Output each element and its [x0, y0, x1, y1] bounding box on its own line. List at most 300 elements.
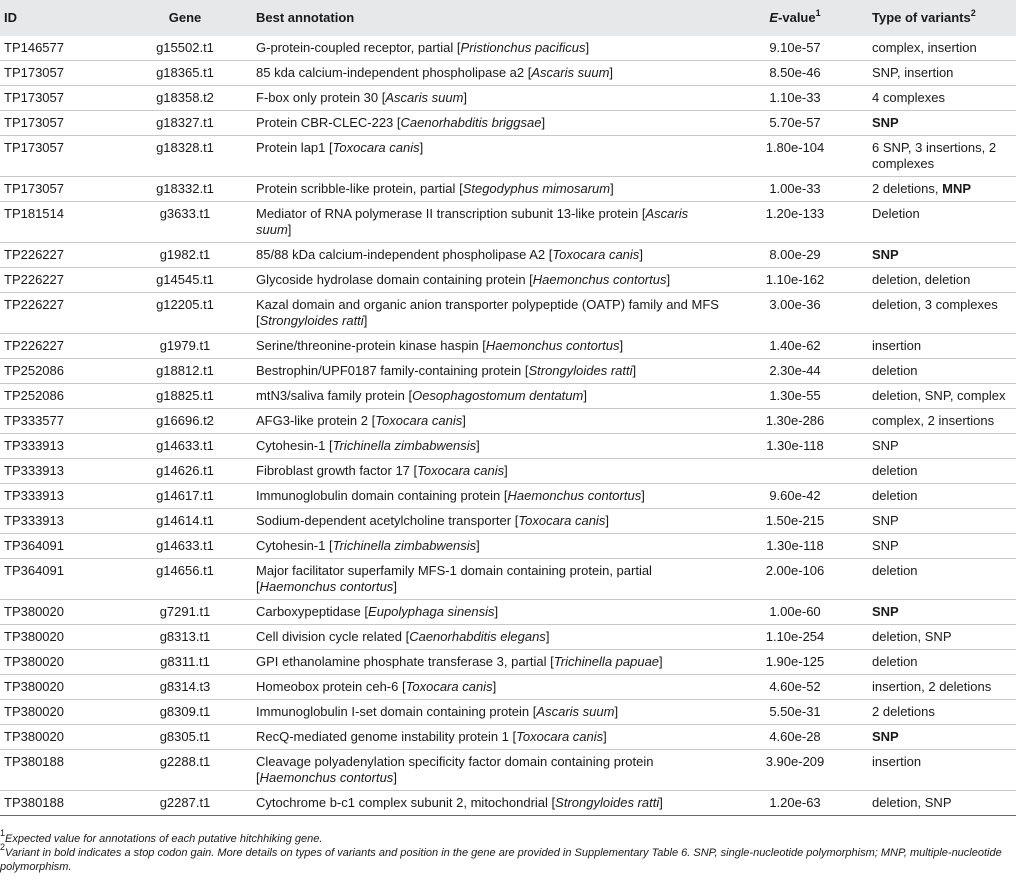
cell-variants — [868, 86, 1016, 111]
table-row — [0, 484, 1016, 509]
species-name: Ascaris suum — [531, 65, 610, 80]
variant-text: 6 SNP, 3 insertions, 2 complexes — [872, 140, 997, 171]
table-row — [0, 61, 1016, 86]
header-id: ID — [4, 10, 17, 25]
cell-variants — [868, 61, 1016, 86]
annotation-text: Protein lap1 — [256, 140, 326, 155]
cell-evalue: 9.10e-57 — [769, 40, 821, 55]
cell-gene: g14614.t1 — [156, 513, 214, 528]
species-bracket-close: ] — [363, 313, 368, 328]
species-bracket-close: ] — [632, 363, 637, 378]
species-name: Pristionchus pacificus — [460, 40, 586, 55]
table-row — [0, 268, 1016, 293]
cell-gene: g1982.t1 — [159, 247, 211, 262]
table-row — [0, 111, 1016, 136]
species-name: Haemonchus contortus — [259, 770, 394, 785]
cell-gene: g2288.t1 — [159, 754, 211, 769]
cell-evalue: 8.50e-46 — [769, 65, 821, 80]
table-row — [0, 293, 1016, 334]
species-bracket-close: ] — [603, 729, 607, 744]
cell-id: TP333577 — [4, 413, 64, 428]
species-bracket-open: [ — [512, 729, 517, 744]
variant-text: Deletion — [872, 206, 920, 221]
cell-gene: g15502.t1 — [156, 40, 214, 55]
cell-evalue: 1.00e-60 — [769, 604, 821, 619]
cell-evalue: 5.70e-57 — [769, 115, 821, 130]
cell-evalue: 9.60e-42 — [769, 488, 821, 503]
cell-gene: g7291.t1 — [159, 604, 211, 619]
annotation-text: Cytochrome b-c1 complex subunit 2, mitochondrial — [256, 795, 548, 810]
cell-id: TP173057 — [4, 65, 64, 80]
cell-gene: g14633.t1 — [156, 438, 214, 453]
species-bracket-open: [ — [641, 206, 646, 221]
cell-annotation — [252, 700, 722, 725]
cell-evalue: 4.60e-52 — [769, 679, 821, 694]
annotation-text: Bestrophin/UPF0187 family-containing protein — [256, 363, 522, 378]
cell-variants — [868, 409, 1016, 434]
species-bracket-close: ] — [545, 629, 550, 644]
variant-stop-codon-gain: SNP — [872, 729, 899, 744]
table-row — [0, 725, 1016, 750]
table-header — [0, 0, 1016, 36]
species-name: Stegodyphus mimosarum — [462, 181, 611, 196]
cell-gene: g3633.t1 — [159, 206, 211, 221]
species-bracket-close: ] — [419, 140, 424, 155]
annotation-text: Immunoglobulin I-set domain containing protein — [256, 704, 530, 719]
cell-annotation — [252, 384, 722, 409]
species-name: Toxocara canis — [375, 413, 463, 428]
cell-annotation — [252, 409, 722, 434]
cell-id: TP252086 — [4, 363, 64, 378]
species-bracket-open: [ — [482, 338, 486, 353]
header-row — [0, 0, 1016, 36]
species-bracket-close: ] — [666, 272, 671, 287]
species-bracket-open: [ — [256, 579, 260, 594]
species-bracket-close: ] — [393, 579, 397, 594]
cell-gene: g18825.t1 — [156, 388, 214, 403]
species-name: Strongyloides ratti — [528, 363, 633, 378]
annotation-text: Protein CBR-CLEC-223 — [256, 115, 394, 130]
cell-evalue: 1.00e-33 — [769, 181, 821, 196]
species-name: Haemonchus contortus — [259, 579, 394, 594]
species-name: Haemonchus contortus — [532, 272, 667, 287]
variant-text: deletion — [872, 463, 918, 478]
species-bracket-open: [ — [514, 513, 519, 528]
cell-gene: g14617.t1 — [156, 488, 214, 503]
variant-text: deletion — [872, 363, 918, 378]
species-name: Ascaris suum — [385, 90, 464, 105]
cell-id: TP380020 — [4, 729, 64, 744]
species-bracket-open: [ — [381, 90, 386, 105]
species-bracket-close: ] — [609, 65, 614, 80]
species-bracket-open: [ — [256, 770, 260, 785]
species-bracket-close: ] — [463, 90, 468, 105]
species-name: Trichinella zimbabwensis — [332, 538, 477, 553]
species-bracket-open: [ — [532, 704, 537, 719]
species-name: Haemonchus contortus — [485, 338, 620, 353]
cell-variants — [868, 791, 1016, 816]
cell-annotation — [252, 459, 722, 484]
species-bracket-close: ] — [619, 338, 624, 353]
cell-evalue: 1.30e-118 — [766, 538, 824, 553]
cell-id: TP364091 — [4, 563, 64, 578]
table-row — [0, 243, 1016, 268]
cell-id: TP226227 — [4, 247, 64, 262]
cell-gene: g8305.t1 — [159, 729, 211, 744]
species-bracket-open: [ — [364, 604, 369, 619]
table-row — [0, 534, 1016, 559]
annotation-text: Cell division cycle related — [256, 629, 402, 644]
species-bracket-close: ] — [659, 795, 663, 810]
cell-gene: g18365.t1 — [156, 65, 214, 80]
variant-text: complex, insertion — [872, 40, 977, 55]
annotation-text: Mediator of RNA polymerase II transcription subunit 13-like protein — [256, 206, 639, 221]
species-name: Caenorhabditis briggsae — [400, 115, 542, 130]
cell-gene: g1979.t1 — [159, 338, 211, 353]
cell-id: TP181514 — [4, 206, 64, 221]
species-bracket-open: [ — [408, 388, 413, 403]
cell-evalue: 1.10e-162 — [765, 272, 825, 287]
annotation-text: G-protein-coupled receptor, partial — [256, 40, 454, 55]
table-row — [0, 334, 1016, 359]
annotation-text: Immunoglobulin domain containing protein — [256, 488, 501, 503]
table-row — [0, 86, 1016, 111]
cell-variants — [868, 136, 1016, 177]
cell-gene: g18812.t1 — [156, 363, 214, 378]
species-bracket-open: [ — [456, 40, 461, 55]
species-name: Eupolyphaga sinensis — [368, 604, 495, 619]
species-bracket-close: ] — [494, 604, 499, 619]
cell-id: TP333913 — [4, 513, 64, 528]
variant-text: deletion, SNP, complex — [872, 388, 1006, 403]
species-bracket-open: [ — [503, 488, 508, 503]
variant-text: deletion, 3 complexes — [872, 297, 998, 312]
cell-evalue: 5.50e-31 — [769, 704, 821, 719]
cell-variants — [868, 725, 1016, 750]
cell-id: TP173057 — [4, 181, 64, 196]
cell-annotation — [252, 650, 722, 675]
cell-id: TP380020 — [4, 604, 64, 619]
header-evalue-italic: E — [769, 10, 779, 25]
species-bracket-open: [ — [527, 65, 532, 80]
variant-stop-codon-gain: SNP — [872, 247, 899, 262]
cell-gene: g8309.t1 — [159, 704, 211, 719]
species-bracket-open: [ — [459, 181, 463, 196]
cell-annotation — [252, 177, 722, 202]
cell-annotation — [252, 600, 722, 625]
cell-id: TP333913 — [4, 463, 64, 478]
cell-annotation — [252, 359, 722, 384]
species-name: Toxocara canis — [518, 513, 606, 528]
cell-annotation — [252, 243, 722, 268]
variant-text: SNP, insertion — [872, 65, 954, 80]
variant-text: insertion — [872, 338, 922, 353]
annotation-text: F-box only protein 30 — [256, 90, 379, 105]
cell-variants — [868, 36, 1016, 61]
species-bracket-open: [ — [396, 115, 401, 130]
annotation-text: Fibroblast growth factor 17 — [256, 463, 410, 478]
variant-stop-codon-gain: SNP — [872, 115, 899, 130]
cell-annotation — [252, 111, 722, 136]
cell-gene: g14656.t1 — [156, 563, 214, 578]
variant-text: deletion, SNP — [872, 629, 952, 644]
header-variants — [868, 0, 1016, 36]
species-bracket-open: [ — [256, 313, 260, 328]
cell-evalue: 3.00e-36 — [769, 297, 821, 312]
species-bracket-open: [ — [329, 438, 333, 453]
species-bracket-open: [ — [329, 538, 333, 553]
cell-variants — [868, 534, 1016, 559]
cell-annotation — [252, 750, 722, 791]
table-row — [0, 700, 1016, 725]
annotation-text: Kazal domain and organic anion transporter polypeptide (OATP) family and MFS — [256, 297, 719, 312]
variant-text: 2 deletions — [872, 704, 935, 719]
variant-stop-codon-gain: SNP — [872, 604, 899, 619]
cell-gene: g12205.t1 — [156, 297, 214, 312]
cell-variants — [868, 509, 1016, 534]
species-name: Strongyloides ratti — [555, 795, 660, 810]
cell-variants — [868, 459, 1016, 484]
cell-gene: g8311.t1 — [160, 654, 210, 669]
cell-evalue: 1.50e-215 — [765, 513, 825, 528]
variant-text: deletion — [872, 563, 918, 578]
annotation-text: mtN3/saliva family protein — [256, 388, 405, 403]
species-bracket-close: ] — [476, 538, 480, 553]
cell-id: TP226227 — [4, 297, 64, 312]
table-row — [0, 791, 1016, 816]
cell-gene: g18328.t1 — [156, 140, 214, 155]
footnote-1-number: 1 — [0, 828, 6, 839]
annotation-text: Cleavage polyadenylation specificity factor domain containing protein — [256, 754, 654, 769]
cell-variants — [868, 334, 1016, 359]
variant-text: SNP — [872, 538, 899, 553]
cell-annotation — [252, 791, 722, 816]
table-row — [0, 509, 1016, 534]
cell-gene: g8314.t3 — [159, 679, 211, 694]
cell-evalue: 1.30e-286 — [765, 413, 825, 428]
cell-evalue: 4.60e-28 — [769, 729, 821, 744]
cell-id: TP173057 — [4, 140, 64, 155]
table-row — [0, 359, 1016, 384]
table-row — [0, 409, 1016, 434]
annotation-text: Sodium-dependent acetylcholine transporter — [256, 513, 512, 528]
annotation-text: Serine/threonine-protein kinase haspin — [256, 338, 479, 353]
annotation-text: RecQ-mediated genome instability protein 1 — [256, 729, 509, 744]
species-bracket-close: ] — [610, 181, 614, 196]
species-name: Ascaris suum — [256, 206, 689, 237]
cell-evalue — [722, 459, 868, 484]
annotation-text: Cytohesin-1 — [256, 438, 326, 453]
cell-variants — [868, 559, 1016, 600]
variant-text: deletion, SNP — [872, 795, 952, 810]
cell-id: TP173057 — [4, 115, 64, 130]
species-name: Toxocara canis — [516, 729, 604, 744]
species-bracket-close: ] — [393, 770, 397, 785]
species-bracket-close: ] — [462, 413, 466, 428]
cell-annotation — [252, 509, 722, 534]
variant-text: 2 deletions, — [872, 181, 943, 196]
species-bracket-open: [ — [401, 679, 406, 694]
species-bracket-close: ] — [492, 679, 497, 694]
header-variants-label: Type of variants — [872, 10, 971, 25]
cell-gene: g18332.t1 — [156, 181, 214, 196]
cell-annotation — [252, 293, 722, 334]
species-bracket-close: ] — [641, 488, 645, 503]
cell-annotation — [252, 202, 722, 243]
header-evalue-rest: -value — [778, 10, 816, 25]
header-evalue — [722, 0, 868, 36]
table-row — [0, 177, 1016, 202]
cell-annotation — [252, 534, 722, 559]
annotation-text: GPI ethanolamine phosphate transferase 3, partial — [256, 654, 547, 669]
variant-text: 4 complexes — [872, 90, 945, 105]
species-bracket-close: ] — [639, 247, 643, 262]
footnote-2-text: Variant in bold indicates a stop codon gain. More details on types of variants and position in the gene are provided in Supplementary Table 6. SNP, single-nucleotide polymorphism; MNP, multiple-nucleotide polymorphism. — [0, 847, 1002, 873]
footnote-2 — [0, 842, 1016, 874]
variant-text: deletion — [872, 488, 918, 503]
species-bracket-open: [ — [405, 629, 410, 644]
cell-evalue: 1.20e-133 — [765, 206, 825, 221]
cell-annotation — [252, 484, 722, 509]
cell-gene: g18358.t2 — [156, 90, 214, 105]
species-bracket-open: [ — [550, 654, 554, 669]
species-bracket-close: ] — [585, 40, 590, 55]
header-annotation: Best annotation — [256, 10, 355, 25]
cell-id: TP364091 — [4, 538, 64, 553]
cell-id: TP226227 — [4, 272, 64, 287]
table-row — [0, 434, 1016, 459]
cell-variants — [868, 625, 1016, 650]
cell-variants — [868, 359, 1016, 384]
cell-id: TP380020 — [4, 679, 64, 694]
cell-evalue: 3.90e-209 — [765, 754, 825, 769]
variant-text: deletion, deletion — [872, 272, 971, 287]
annotation-text: Protein scribble-like protein, partial — [256, 181, 456, 196]
cell-annotation — [252, 625, 722, 650]
species-name: Trichinella zimbabwensis — [332, 438, 477, 453]
footnotes — [0, 828, 1016, 874]
cell-id: TP380020 — [4, 629, 64, 644]
cell-id: TP252086 — [4, 388, 64, 403]
cell-id: TP146577 — [4, 40, 64, 55]
variant-stop-codon-gain: MNP — [942, 181, 971, 196]
cell-variants — [868, 177, 1016, 202]
cell-id: TP380188 — [4, 754, 64, 769]
annotation-text: Carboxypeptidase — [256, 604, 361, 619]
annotation-text: 85/88 kDa calcium-independent phospholipase A2 — [256, 247, 546, 262]
table-row — [0, 136, 1016, 177]
cell-annotation — [252, 725, 722, 750]
cell-gene: g16696.t2 — [156, 413, 214, 428]
cell-annotation — [252, 434, 722, 459]
cell-annotation — [252, 86, 722, 111]
species-name: Trichinella papuae — [553, 654, 660, 669]
variant-text: complex, 2 insertions — [872, 413, 995, 428]
annotation-text: Major facilitator superfamily MFS-1 domain containing protein, partial — [256, 563, 652, 578]
cell-id: TP226227 — [4, 338, 64, 353]
footnote-2-number: 2 — [0, 842, 6, 853]
cell-annotation — [252, 268, 722, 293]
cell-variants — [868, 293, 1016, 334]
species-bracket-close: ] — [287, 222, 292, 237]
cell-gene: g18327.t1 — [156, 115, 214, 130]
species-bracket-close: ] — [605, 513, 609, 528]
cell-variants — [868, 384, 1016, 409]
table-row — [0, 202, 1016, 243]
variant-text: SNP — [872, 513, 899, 528]
annotation-text: Glycoside hydrolase domain containing protein — [256, 272, 526, 287]
variant-text: deletion — [872, 654, 918, 669]
cell-gene: g2287.t1 — [159, 795, 211, 810]
cell-evalue: 8.00e-29 — [769, 247, 821, 262]
cell-variants — [868, 202, 1016, 243]
species-name: Oesophagostomum dentatum — [412, 388, 584, 403]
annotation-text: AFG3-like protein 2 — [256, 413, 368, 428]
cell-evalue: 1.90e-125 — [765, 654, 825, 669]
cell-id: TP380188 — [4, 795, 64, 810]
cell-id: TP380020 — [4, 704, 64, 719]
cell-annotation — [252, 61, 722, 86]
cell-evalue: 1.30e-55 — [769, 388, 821, 403]
cell-evalue: 1.40e-62 — [769, 338, 821, 353]
species-name: Ascaris suum — [536, 704, 615, 719]
species-bracket-close: ] — [476, 438, 480, 453]
cell-variants — [868, 484, 1016, 509]
species-name: Caenorhabditis elegans — [409, 629, 546, 644]
variant-text: insertion, 2 deletions — [872, 679, 992, 694]
table-row — [0, 625, 1016, 650]
species-bracket-open: [ — [529, 272, 533, 287]
species-bracket-open: [ — [329, 140, 333, 155]
table-row — [0, 750, 1016, 791]
cell-evalue: 2.30e-44 — [769, 363, 821, 378]
species-name: Toxocara canis — [552, 247, 640, 262]
species-name: Toxocara canis — [405, 679, 493, 694]
table-row — [0, 559, 1016, 600]
footnote-1-text: Expected value for annotations of each putative hitchhiking gene. — [5, 833, 323, 845]
species-bracket-close: ] — [504, 463, 508, 478]
cell-variants — [868, 750, 1016, 791]
cell-gene: g14633.t1 — [156, 538, 214, 553]
species-bracket-close: ] — [659, 654, 663, 669]
cell-evalue: 1.80e-104 — [765, 140, 825, 155]
header-gene: Gene — [168, 10, 202, 25]
table-row — [0, 384, 1016, 409]
cell-annotation — [252, 675, 722, 700]
cell-evalue: 1.20e-63 — [769, 795, 821, 810]
cell-gene: g14626.t1 — [156, 463, 214, 478]
table-row — [0, 459, 1016, 484]
annotation-text: 85 kda calcium-independent phospholipase a2 — [256, 65, 525, 80]
cell-variants — [868, 650, 1016, 675]
cell-variants — [868, 434, 1016, 459]
table-row — [0, 675, 1016, 700]
cell-variants — [868, 243, 1016, 268]
species-bracket-open: [ — [524, 363, 529, 378]
cell-variants — [868, 675, 1016, 700]
cell-variants — [868, 111, 1016, 136]
cell-evalue: 1.10e-33 — [769, 90, 821, 105]
annotation-text: Homeobox protein ceh-6 — [256, 679, 399, 694]
header-evalue-sup: 1 — [815, 7, 821, 18]
cell-id: TP333913 — [4, 438, 64, 453]
cell-annotation — [252, 36, 722, 61]
cell-gene: g14545.t1 — [156, 272, 214, 287]
table-row — [0, 650, 1016, 675]
cell-annotation — [252, 136, 722, 177]
cell-annotation — [252, 559, 722, 600]
cell-evalue: 1.30e-118 — [766, 438, 824, 453]
